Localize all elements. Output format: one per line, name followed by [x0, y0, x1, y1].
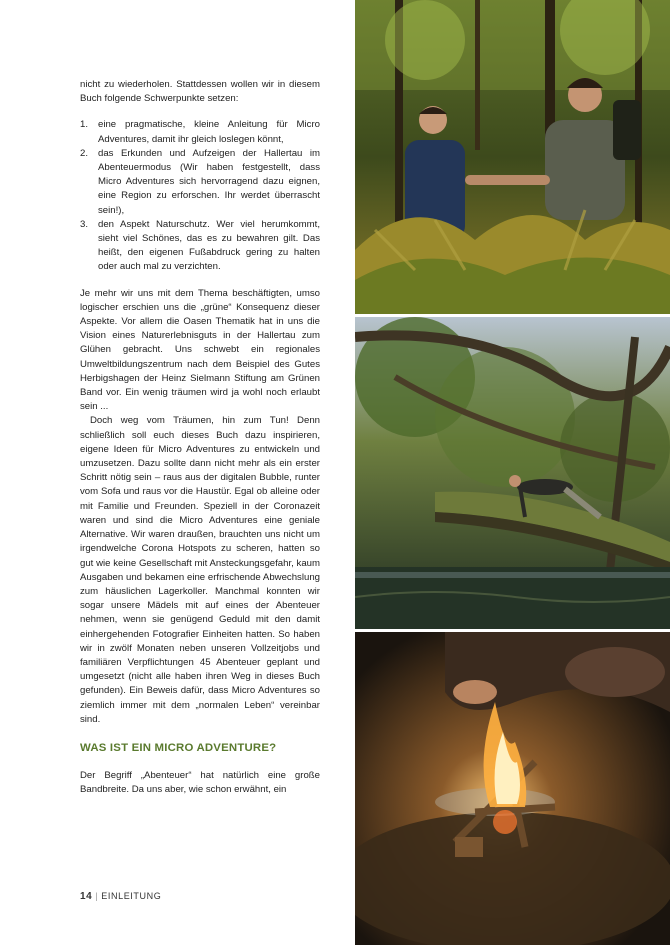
list-number: 1. — [80, 119, 89, 131]
list-item — [80, 118, 320, 146]
campfire-image — [355, 632, 670, 945]
photo-fallen-tree — [355, 317, 670, 629]
forest-men-image — [355, 0, 670, 314]
list-item — [80, 218, 320, 275]
list-item — [80, 147, 320, 218]
focus-list — [80, 118, 320, 274]
photo-campfire — [355, 632, 670, 945]
list-text: eine pragmatische, kleine Anleitung für Micro Adventures, damit ihr gleich loslegen könnt, — [98, 119, 320, 145]
fallen-tree-image — [355, 317, 670, 629]
list-text: den Aspekt Naturschutz. Wer viel herumkommt, sieht viel Schönes, das es zu bewahren gilt. Das heißt, den eigenen Fußabdruck gering zu halten oder auch mal zu verzichten. — [98, 218, 320, 273]
body-paragraph: Je mehr wir uns mit dem Thema beschäftigten, umso logischer erschien uns die „grüne“ Konsequenz dieser Aspekte. Vor allem die Oasen Thematik hat in uns die Vision eines Naturerlebnisguts in der Hallertau zum Glühen gebracht. Uns schwebt ein regionales Umweltbildungszentrum nach dem Beispiel des Gutes Herbigshagen der Heinz Sielmann Stiftung am Grünen Band vor. Ein wenig träumen wird ja wohl noch erlaubt sein ... — [80, 287, 320, 413]
photo-forest-men — [355, 0, 670, 314]
page-footer — [80, 891, 161, 902]
body-paragraph: Der Begriff „Abenteuer“ hat natürlich eine große Bandbreite. Da uns aber, wie schon erwähnt, ein — [80, 769, 320, 796]
list-number: 3. — [80, 218, 89, 230]
intro-paragraph: nicht zu wiederholen. Stattdessen wollen wir in diesem Buch folgende Schwerpunkte setzen: — [80, 79, 320, 105]
text-column — [80, 78, 320, 797]
list-text: das Erkunden und Aufzeigen der Hallertau im Abenteuermodus (Wir haben festgestellt, dass Micro Adventures sich hervorragend dazu eignen, eine Region zu erforschen. Ihr werdet überrascht sein!), — [98, 147, 320, 216]
body-paragraph: Doch weg vom Träumen, hin zum Tun! Denn schließlich soll euch dieses Buch dazu inspirieren, eigene Ideen für Micro Adventures zu entwickeln und umzusetzen. Dazu sollte dann nicht mehr als ein erster Schritt nötig sein – raus aus der digitalen Bubble, runter vom Sofa und raus vor die Haustür. Egal ob alleine oder mit Familie und Freunden. Speziell in der Coronazeit waren und sind die Micro Adventures eine geniale Alternative. Wir waren draußen, brauchten uns nicht um irgendwelche Corona Hotspots zu scheren, hatten so gut wie keine Gesellschaft mit Ansteckungsgefahr, kaum Ausgaben und bekamen eine erfrischende Abwechslung zum häuslichen Lagerkoller. Manchmal konnten wir sogar unsere Mädels mit auf eines der Abenteuer nehmen, wenn sie genügend Geduld mit den damit einhergehenden Fotografier Einheiten hatten. So haben wir in zwölf Monaten neben unseren Vollzeitjobs und familiären Verpflichtungen 45 Abenteuer geplant und umgesetzt (nicht alle haben ihren Weg in dieses Buch gefunden). Ein Beweis dafür, dass Micro Adventures so ziemlich immer mit dem „normalen Leben“ vereinbar sind. — [80, 415, 320, 725]
section-heading: WAS IST EIN MICRO ADVENTURE? — [80, 741, 277, 754]
page-number: 14 — [80, 891, 93, 902]
footer-section: EINLEITUNG — [101, 891, 162, 901]
footer-separator: | — [95, 891, 99, 901]
list-number: 2. — [80, 147, 89, 159]
